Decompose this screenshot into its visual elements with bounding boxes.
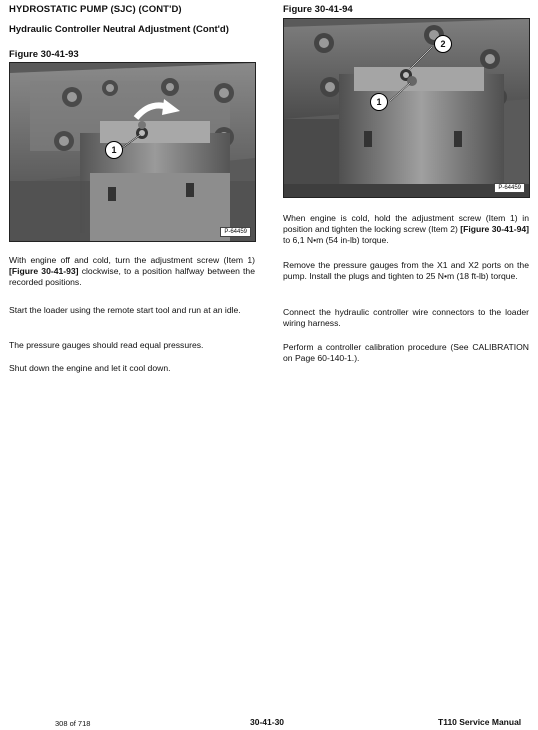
manual-title: T110 Service Manual <box>438 717 522 727</box>
page-counter: 308 of 718 <box>55 719 91 728</box>
page-title: HYDROSTATIC PUMP (SJC) (CONT'D) <box>9 4 182 15</box>
text: to 6,1 N•m (54 in-lb) torque. <box>283 235 389 245</box>
figure-reference: [Figure 30-41-93] <box>9 266 79 276</box>
paragraph: Start the loader using the remote start tool and run at an idle. <box>9 305 241 315</box>
paragraph: Remove the pressure gauges from the X1 and X2 ports on the pump. Install the plugs and tighten to 25 N•m (18 ft-lb) torque. <box>283 260 529 281</box>
section-subtitle: Hydraulic Controller Neutral Adjustment (Cont'd) <box>9 24 229 35</box>
photo-code: P-64459 <box>494 183 525 193</box>
callout-badge: 2 <box>434 35 452 53</box>
text: When engine is cold, hold the adjustment screw (Item 1) in position and tighten the locking screw (Item 2) <box>283 213 529 234</box>
photo-code: P-64459 <box>220 227 251 237</box>
paragraph: The pressure gauges should read equal pressures. <box>9 340 204 350</box>
figure-reference: [Figure 30-41-94] <box>460 224 529 234</box>
paragraph: Perform a controller calibration procedure (See CALIBRATION on Page 60-140-1.). <box>283 342 529 363</box>
paragraph: Connect the hydraulic controller wire connectors to the loader wiring harness. <box>283 307 529 328</box>
text: clockwise, to a position halfway between the recorded positions. <box>9 266 255 287</box>
figure-label-right: Figure 30-41-94 <box>283 4 353 15</box>
text: With engine off and cold, turn the adjustment screw (Item 1) <box>9 255 255 265</box>
callout-badge: 1 <box>105 141 123 159</box>
paragraph: Shut down the engine and let it cool down. <box>9 363 171 373</box>
paragraph <box>9 255 255 288</box>
callout-badge: 1 <box>370 93 388 111</box>
figure-label-left: Figure 30-41-93 <box>9 49 79 60</box>
section-page-number: 30-41-30 <box>250 717 285 727</box>
figure-photo-right <box>283 18 530 198</box>
figure-photo-left <box>9 62 256 242</box>
paragraph <box>283 213 529 246</box>
